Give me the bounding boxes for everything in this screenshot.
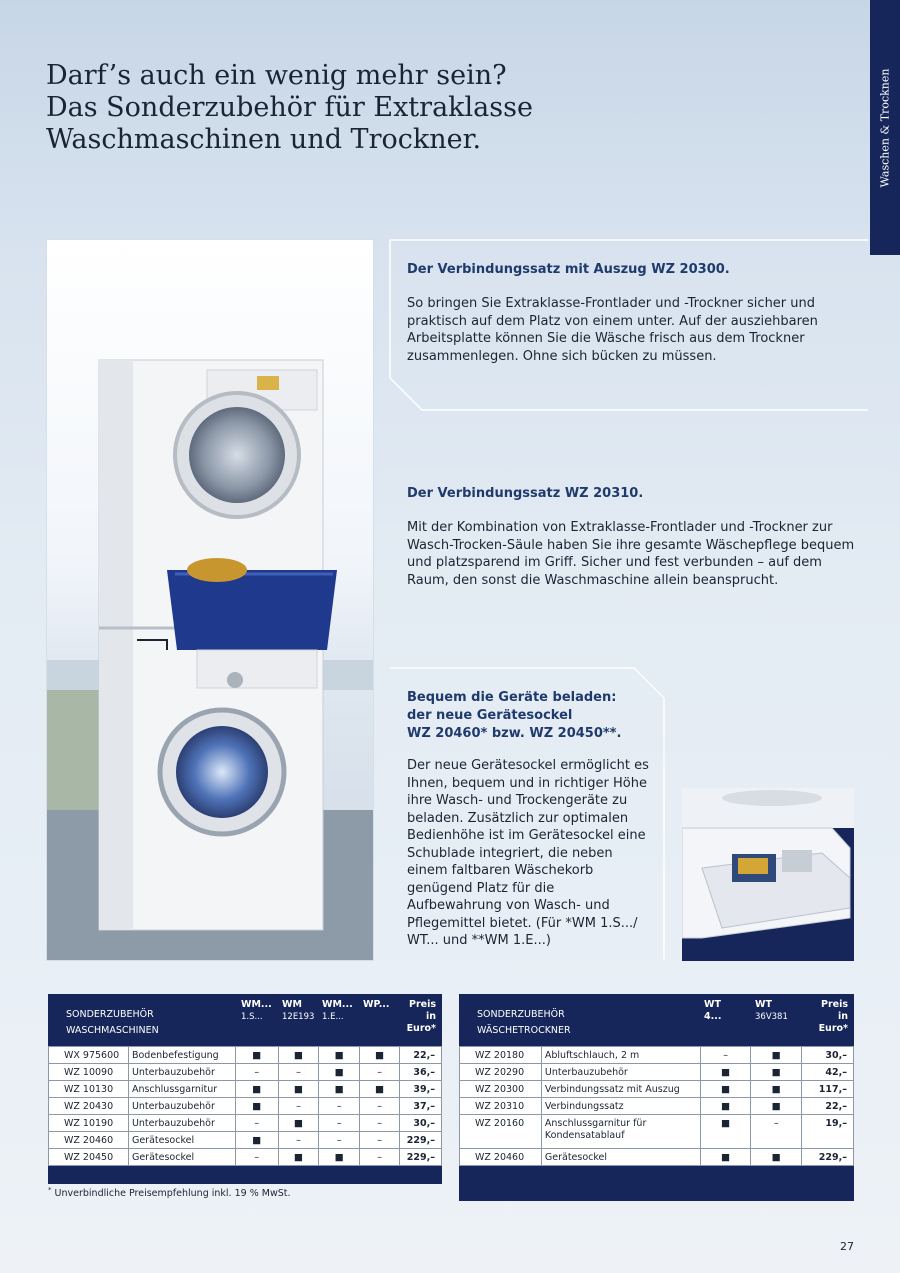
compat-wt-36v381: ■ bbox=[751, 1098, 802, 1115]
compat-wm-12e193: ■ bbox=[278, 1047, 319, 1064]
compat-wm-1e: – bbox=[319, 1098, 360, 1115]
section-1-body: So bringen Sie Extraklasse-Frontlader und -Trockner sicher und praktisch auf dem Platz von einem unter. Auf der ausziehbaren Arbeitsplatte können Sie die Wäsche frisch aus dem Trockner zusammenlegen. Ohne sich bücken zu müssen. bbox=[407, 296, 818, 364]
article-code: WZ 20460 bbox=[49, 1132, 129, 1149]
table-row bbox=[49, 1115, 442, 1132]
compat-wm-1e: – bbox=[319, 1115, 360, 1132]
article-name bbox=[541, 1115, 700, 1149]
article-price: 19,– bbox=[802, 1115, 854, 1149]
section-2-body: Mit der Kombination von Extraklasse-Frontlader und -Trockner zur Wasch-Trocken-Säule haben Sie ihre gesamte Wäschepflege bequem und platzsparend im Griff. Sicher und fest verbunden – auf dem Raum, den sonst die Waschmaschine allein beansprucht. bbox=[407, 520, 855, 588]
compat-wm-1s: ■ bbox=[235, 1132, 278, 1149]
compat-wp: ■ bbox=[360, 1047, 400, 1064]
compat-wm-1s: ■ bbox=[235, 1047, 278, 1064]
side-tab-label: Waschen & Trocknen bbox=[878, 68, 892, 188]
article-name: Bodenbefestigung bbox=[128, 1047, 235, 1064]
col-header-dry-price bbox=[819, 999, 848, 1035]
section-3-title-line-1: Bequem die Geräte beladen: bbox=[407, 690, 617, 705]
compat-wt-4: ■ bbox=[700, 1149, 751, 1166]
table-dry-body bbox=[459, 1046, 854, 1166]
col-header-price bbox=[407, 999, 436, 1035]
compat-wm-12e193: – bbox=[278, 1132, 319, 1149]
compat-wt-4: ■ bbox=[700, 1098, 751, 1115]
table-waeschetrockner bbox=[459, 994, 854, 1201]
compat-wp: – bbox=[360, 1115, 400, 1132]
article-code: WZ 10090 bbox=[49, 1064, 129, 1081]
article-name: Unterbauzubehör bbox=[128, 1115, 235, 1132]
table-row bbox=[49, 1149, 442, 1166]
table-wash-header bbox=[48, 994, 442, 1046]
col-header-wt-36v381-line-2: 36V381 bbox=[755, 1012, 788, 1022]
article-price: 36,– bbox=[399, 1064, 441, 1081]
article-price: 39,– bbox=[399, 1081, 441, 1098]
table-dry-title-line-2: WÄSCHETROCKNER bbox=[477, 1025, 571, 1036]
compat-wm-12e193: – bbox=[278, 1064, 319, 1081]
compat-wm-1e: ■ bbox=[319, 1047, 360, 1064]
table-wash-title-line-1: SONDERZUBEHÖR bbox=[66, 1009, 154, 1020]
article-code: WZ 20290 bbox=[460, 1064, 542, 1081]
article-code: WZ 20300 bbox=[460, 1081, 542, 1098]
table-dry-footer-bar bbox=[459, 1166, 854, 1201]
table-wash-footer-bar bbox=[48, 1166, 442, 1184]
compat-wm-12e193: ■ bbox=[278, 1081, 319, 1098]
col-header-wm-1e-line-1: WM... bbox=[322, 999, 353, 1010]
compat-wm-1e: ■ bbox=[319, 1064, 360, 1081]
table-row bbox=[49, 1132, 442, 1149]
table-row bbox=[460, 1098, 854, 1115]
section-geraetesockel bbox=[407, 689, 652, 950]
article-code: WZ 10130 bbox=[49, 1081, 129, 1098]
compat-wp: ■ bbox=[360, 1081, 400, 1098]
article-code: WZ 20460 bbox=[460, 1149, 542, 1166]
article-name: Anschlussgarnitur bbox=[128, 1081, 235, 1098]
section-3-title-line-3: WZ 20460* bzw. WZ 20450**. bbox=[407, 726, 622, 741]
col-header-wm-12e193 bbox=[282, 999, 314, 1023]
footnote-text: Unverbindliche Preisempfehlung inkl. 19 % MwSt. bbox=[54, 1188, 291, 1200]
table-wash-body bbox=[48, 1046, 442, 1166]
article-name: Unterbauzubehör bbox=[128, 1064, 235, 1081]
article-name: Gerätesockel bbox=[128, 1149, 235, 1166]
col-header-wm-1s-line-2: 1.S... bbox=[241, 1012, 263, 1022]
article-code: WZ 20180 bbox=[460, 1047, 542, 1064]
article-name-line-1: Anschlussgarnitur für bbox=[544, 1118, 647, 1129]
table-row bbox=[49, 1064, 442, 1081]
table-row bbox=[460, 1115, 854, 1149]
table-wash-title bbox=[66, 1007, 159, 1039]
table-row bbox=[49, 1047, 442, 1064]
compat-wm-12e193: – bbox=[278, 1098, 319, 1115]
article-price: 42,– bbox=[802, 1064, 854, 1081]
article-price: 37,– bbox=[399, 1098, 441, 1115]
article-name-line-2: Kondensatablauf bbox=[544, 1130, 625, 1141]
col-header-wt-36v381-line-1: WT bbox=[755, 999, 772, 1010]
article-code: WZ 20160 bbox=[460, 1115, 542, 1149]
compat-wm-12e193: ■ bbox=[278, 1115, 319, 1132]
headline-line-3: Waschmaschinen und Trockner. bbox=[46, 124, 482, 155]
article-name: Gerätesockel bbox=[541, 1149, 700, 1166]
table-row bbox=[460, 1047, 854, 1064]
section-3-title bbox=[407, 689, 652, 743]
section-verbindungssatz bbox=[407, 485, 867, 589]
table-row bbox=[49, 1098, 442, 1115]
article-name: Gerätesockel bbox=[128, 1132, 235, 1149]
compat-wm-1e: ■ bbox=[319, 1149, 360, 1166]
col-header-price-line-3: Euro* bbox=[406, 1023, 436, 1034]
compat-wm-1e: ■ bbox=[319, 1081, 360, 1098]
col-header-wm-1s-line-1: WM... bbox=[241, 999, 272, 1010]
page-number: 27 bbox=[840, 1240, 854, 1253]
compat-wp: – bbox=[360, 1132, 400, 1149]
table-row bbox=[49, 1081, 442, 1098]
washer-dryer-illustration bbox=[47, 240, 373, 960]
article-price: 22,– bbox=[399, 1047, 441, 1064]
page-headline bbox=[46, 60, 606, 156]
compat-wt-4: ■ bbox=[700, 1081, 751, 1098]
col-header-wt-4-line-1: WT bbox=[704, 999, 721, 1010]
article-code: WZ 20430 bbox=[49, 1098, 129, 1115]
section-3-body: Der neue Gerätesockel ermöglicht es Ihnen, bequem und in richtiger Höhe ihre Wasch- und Trockengeräte zu beladen. Zusätzlich zur optimalen Bedienhöhe ist im Gerätesockel eine Schublade integriert, die neben einem faltbaren Wäschekorb genügend Platz für die Aufbewahrung von Wasch- und Pflegemittel bietet. (Für *WM 1.S.../ WT... und **WM 1.E...) bbox=[407, 758, 649, 948]
section-verbindungssatz-auszug bbox=[407, 261, 867, 365]
compat-wm-1s: ■ bbox=[235, 1081, 278, 1098]
section-side-tab bbox=[870, 0, 900, 255]
washer-dryer-tower-photo bbox=[46, 239, 374, 961]
article-price: 22,– bbox=[802, 1098, 854, 1115]
article-name: Unterbauzubehör bbox=[128, 1098, 235, 1115]
price-footnote bbox=[48, 1186, 291, 1199]
col-header-price-line-2: in bbox=[425, 1011, 436, 1022]
compat-wt-36v381: ■ bbox=[751, 1064, 802, 1081]
article-name: Verbindungssatz bbox=[541, 1098, 700, 1115]
footnote-mark: * bbox=[48, 1186, 52, 1194]
headline-line-2: Das Sonderzubehör für Extraklasse bbox=[46, 92, 533, 123]
article-name: Abluftschlauch, 2 m bbox=[541, 1047, 700, 1064]
col-header-dry-price-line-2: in bbox=[837, 1011, 848, 1022]
compat-wm-1s: – bbox=[235, 1064, 278, 1081]
compat-wt-4: – bbox=[700, 1047, 751, 1064]
compat-wm-12e193: ■ bbox=[278, 1149, 319, 1166]
col-header-wm-12e193-line-1: WM bbox=[282, 999, 302, 1010]
compat-wp: – bbox=[360, 1098, 400, 1115]
article-price: 30,– bbox=[802, 1047, 854, 1064]
compat-wt-36v381: ■ bbox=[751, 1149, 802, 1166]
col-header-wt-4 bbox=[704, 999, 721, 1023]
article-code: WZ 10190 bbox=[49, 1115, 129, 1132]
compat-wm-1s: – bbox=[235, 1149, 278, 1166]
col-header-price-line-1: Preis bbox=[408, 999, 436, 1010]
article-price: 229,– bbox=[399, 1132, 441, 1149]
col-header-wm-1e bbox=[322, 999, 353, 1023]
col-header-wt-4-line-2: 4... bbox=[704, 1011, 722, 1022]
col-header-wm-1e-line-2: 1.E... bbox=[322, 1012, 344, 1022]
section-1-title: Der Verbindungssatz mit Auszug WZ 20300. bbox=[407, 262, 730, 277]
compat-wm-1s: ■ bbox=[235, 1098, 278, 1115]
table-dry-title-line-1: SONDERZUBEHÖR bbox=[477, 1009, 565, 1020]
compat-wm-1e: – bbox=[319, 1132, 360, 1149]
article-name: Unterbauzubehör bbox=[541, 1064, 700, 1081]
article-code: WX 975600 bbox=[49, 1047, 129, 1064]
compat-wp: – bbox=[360, 1149, 400, 1166]
article-price: 117,– bbox=[802, 1081, 854, 1098]
table-row bbox=[460, 1081, 854, 1098]
col-header-dry-price-line-1: Preis bbox=[820, 999, 848, 1010]
article-price: 229,– bbox=[399, 1149, 441, 1166]
col-header-wt-36v381 bbox=[755, 999, 788, 1023]
compat-wt-4: ■ bbox=[700, 1115, 751, 1149]
article-code: WZ 20310 bbox=[460, 1098, 542, 1115]
article-code: WZ 20450 bbox=[49, 1149, 129, 1166]
section-2-title: Der Verbindungssatz WZ 20310. bbox=[407, 486, 644, 501]
compat-wm-1s: – bbox=[235, 1115, 278, 1132]
compat-wt-4: ■ bbox=[700, 1064, 751, 1081]
col-header-wp bbox=[363, 999, 390, 1011]
table-dry-header bbox=[459, 994, 854, 1046]
table-row bbox=[460, 1149, 854, 1166]
table-dry-title bbox=[477, 1007, 571, 1039]
compat-wt-36v381: ■ bbox=[751, 1047, 802, 1064]
article-price: 229,– bbox=[802, 1149, 854, 1166]
col-header-wm-12e193-line-2: 12E193 bbox=[282, 1012, 315, 1022]
compat-wt-36v381: ■ bbox=[751, 1081, 802, 1098]
table-row bbox=[460, 1064, 854, 1081]
compat-wt-36v381: – bbox=[751, 1115, 802, 1149]
col-header-wm-1s bbox=[241, 999, 272, 1023]
col-header-dry-price-line-3: Euro* bbox=[818, 1023, 848, 1034]
article-price: 30,– bbox=[399, 1115, 441, 1132]
compat-wp: – bbox=[360, 1064, 400, 1081]
table-wash-title-line-2: WASCHMASCHINEN bbox=[66, 1025, 159, 1036]
pedestal-drawer-photo bbox=[682, 788, 854, 961]
headline-line-1: Darf’s auch ein wenig mehr sein? bbox=[46, 60, 507, 91]
col-header-wp-line-1: WP... bbox=[363, 999, 390, 1010]
pedestal-illustration bbox=[682, 788, 854, 961]
section-3-title-line-2: der neue Gerätesockel bbox=[407, 708, 573, 723]
table-waschmaschinen bbox=[48, 994, 442, 1184]
article-name: Verbindungssatz mit Auszug bbox=[541, 1081, 700, 1098]
